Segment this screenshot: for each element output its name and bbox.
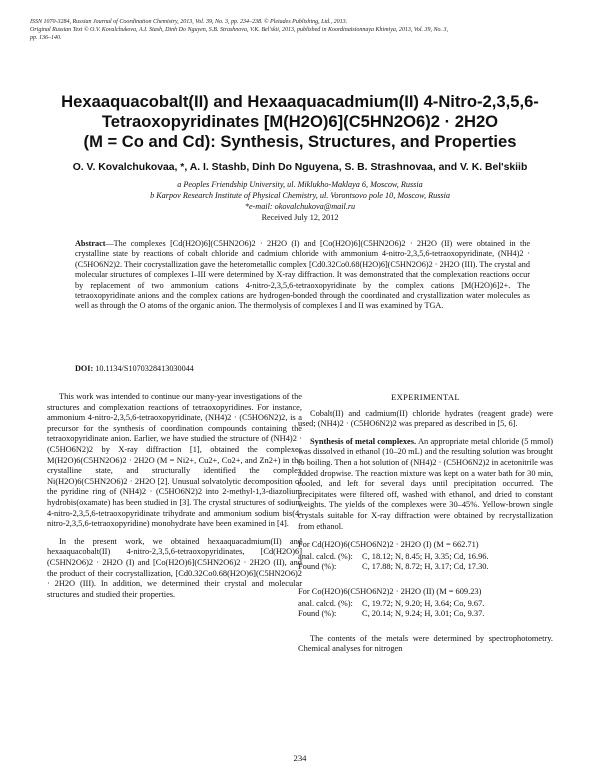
title-line-2: Tetraoxopyridinates [M(H2O)6](C5HN2O6)2 · 2H2O <box>101 112 499 131</box>
intro-paragraph-2: In the present work, we obtained hexaaquacadmium(II) and hexaaquacobalt(II) 4-nitro-2,3,5,6-tetraoxopyridinates, [Cd(H2O)6](C5HN2O6)2 · 2H2O (I) and [Co(H2O)6](C5HN2O6)2 · 2H2O (II), and the product of their cocrystallization, [Cd0.32Co0.68(H2O)6](C5HN2O6)2 · 2H2O (III). In addition, we determined their crystal and molecular structures and studied their properties. <box>47 536 302 599</box>
header-line-1: ISSN 1070-3284, Russian Journal of Coordination Chemistry, 2013, Vol. 39, No. 3, pp. 234–238. © Pleiades Publishing, Ltd., 2013. <box>30 19 348 25</box>
doi <box>75 364 194 373</box>
analysis-calcd-1 <box>298 552 553 563</box>
email: *e-mail: okovalchukova@mail.ru <box>244 202 356 211</box>
abstract-text: —The complexes [Cd(H2O)6](C5HN2O6)2 · 2H2O (I) and [Co(H2O)6](C5HN2O6)2 · 2H2O (II) were obtained in the crystalline state by reactions of cobalt chloride and cadmium chloride with ammonium 4-nitro-2,3,5,6-tetraoxopyridinate, (NH4)2 · (C5HO6N2)2. Their cocrystallization gave the heterometallic complex [Cd0.32Co0.68(H2O)6](C5HN2O6)2 · 2H2O (III). The crystal and molecular structures of complexes I–III were determined by X-ray diffraction. It was demonstrated that the complexation reactions occur by replacement of two ammonium cations 4-nitro-2,3,5,6-tetraoxopyridinate by the complex cations [M(H2O)6]2+. The tetraoxopyridinate anions and the complex cations are hydrogen-bonded through the coordinated and crystallization water molecules as well as through the O atoms of the organic anion. The thermolysis of complexes I and II was examined by TGA. <box>75 239 530 311</box>
affiliation-b: b Karpov Research Institute of Physical Chemistry, ul. Vorontsovo pole 10, Moscow, Russia <box>150 191 450 200</box>
synthesis-text: An appropriate metal chloride (5 mmol) was dissolved in ethanol (10–20 mL) and the resulting solution was brought to boiling. Then a hot solution of (NH4)2 · (C5HO6N2)2 in acetonitrile was added dropwise. The reaction mixture was kept on a water bath for 30 min, cooled, and left for several days until precipitation occurred. The precipitates were filtered off, washed with ethanol, and dried to constant weights. The yields of the complexes were 30–45%. Yellow-brown single crystals suitable for X-ray diffraction were obtained by recrystallization from ethanol. <box>298 436 554 531</box>
abstract-label: Abstract <box>75 239 106 248</box>
header-line-3: pp. 136–140. <box>30 35 62 41</box>
experimental-paragraph-1: Cobalt(II) and cadmium(II) chloride hydrates (reagent grade) were used; (NH4)2 · (C5HO6N2)2 was prepared as described in [5, 6]. <box>298 408 553 429</box>
affiliations <box>30 179 570 223</box>
page-number: 234 <box>293 753 307 763</box>
doi-value[interactable]: 10.1134/S1070328413030044 <box>95 364 194 373</box>
received-date: Received July 12, 2012 <box>261 213 339 222</box>
found-label: Found (%): <box>298 562 337 572</box>
calcd-label: anal. calcd. (%): <box>298 598 353 608</box>
analysis-found-2 <box>298 609 553 620</box>
synthesis-subheading: Synthesis of metal complexes. <box>310 436 417 446</box>
found-values: C, 20.14; N, 9.24; H, 3.01; Co, 9.37. <box>362 609 485 619</box>
title-line-1: Hexaaquacobalt(II) and Hexaaquacadmium(II) 4-Nitro-2,3,5,6- <box>61 92 539 111</box>
calcd-label: anal. calcd. (%): <box>298 551 353 561</box>
header-line-2: Original Russian Text © O.V. Kovalchukova, A.I. Stash, Dinh Do Nguyen, S.B. Strashnova, V.K. Bel'skii, 2013, published in Koordinatsionnaya Khimiya, 2013, Vol. 39, No. 3, <box>30 27 449 33</box>
affiliation-a: a Peoples Friendship University, ul. Miklukho-Maklaya 6, Moscow, Russia <box>177 180 423 189</box>
paper-title <box>30 92 570 152</box>
calcd-values: C, 18.12; N, 8.45; H, 3.35; Cd, 16.96. <box>362 551 489 561</box>
analysis-found-1 <box>298 562 553 573</box>
journal-header <box>30 18 575 42</box>
right-column <box>298 392 553 662</box>
doi-label: DOI: <box>75 364 94 373</box>
analysis-calcd-2 <box>298 599 553 610</box>
calcd-values: C, 19.72; N, 9.20; H, 3.64; Co, 9.67. <box>362 598 485 608</box>
title-line-3: (M = Co and Cd): Synthesis, Structures, and Properties <box>83 132 517 151</box>
author-list: O. V. Kovalchukovaa, *, A. I. Stashb, Dinh Do Nguyena, S. B. Strashnovaa, and V. K. Bel'skiib <box>72 162 528 173</box>
synthesis-paragraph <box>298 437 553 532</box>
left-column <box>47 392 302 607</box>
intro-paragraph-1: This work was intended to continue our many-year investigations of the structures and complexation reactions of tetraoxopyridines. For instance, ammonium 4-nitro-2,3,5,6-tetraoxopyridinate, (NH4)2 · (C5HO6N2)2, is a precursor for the synthesis of coordination compounds containing the tetraoxopyridinate anion. Earlier, we have studied the structure of (NH4)2 · (C5HO6N2)2 by X-ray diffraction [1], obtained the complexes M(H2O)6(C5HN2O6)2 · 2H2O (M = Ni2+, Cu2+, Co2+, and Zn2+) in the crystalline state, and structurally identified the complex Ni(H2O)6(C5HN2O6)2 · 2H2O [2]. Unusual solvatolytic decomposition of the pyridine ring of (NH4)2 · (C5HO6N2)2 into 2-methyl-1,3-diazolium hydrobis(oxamate) has been studied in [3]. The crystal structures of sodium 4-nitro-2,3,5,6-tetraoxopyridinate trihydrate and ammonium sodium bis(4-nitro-2,3,5,6-tetraoxopyridine) monohydrate have been examined in [4]. <box>47 392 302 529</box>
found-values: C, 17.88; N, 8.72; H, 3.17; Cd, 17.30. <box>362 562 489 572</box>
found-label: Found (%): <box>298 609 337 619</box>
section-heading-experimental: EXPERIMENTAL <box>391 392 460 402</box>
analysis-formula-1: For Cd(H2O)6(C5HO6N2)2 · 2H2O (I) (M = 662.71) <box>298 540 479 550</box>
metals-paragraph: The contents of the metals were determined by spectrophotometry. Chemical analyses for nitrogen <box>298 633 553 654</box>
abstract <box>75 239 530 312</box>
analysis-formula-2: For Co(H2O)6(C5HO6N2)2 · 2H2O (II) (M = 609.23) <box>298 586 482 596</box>
